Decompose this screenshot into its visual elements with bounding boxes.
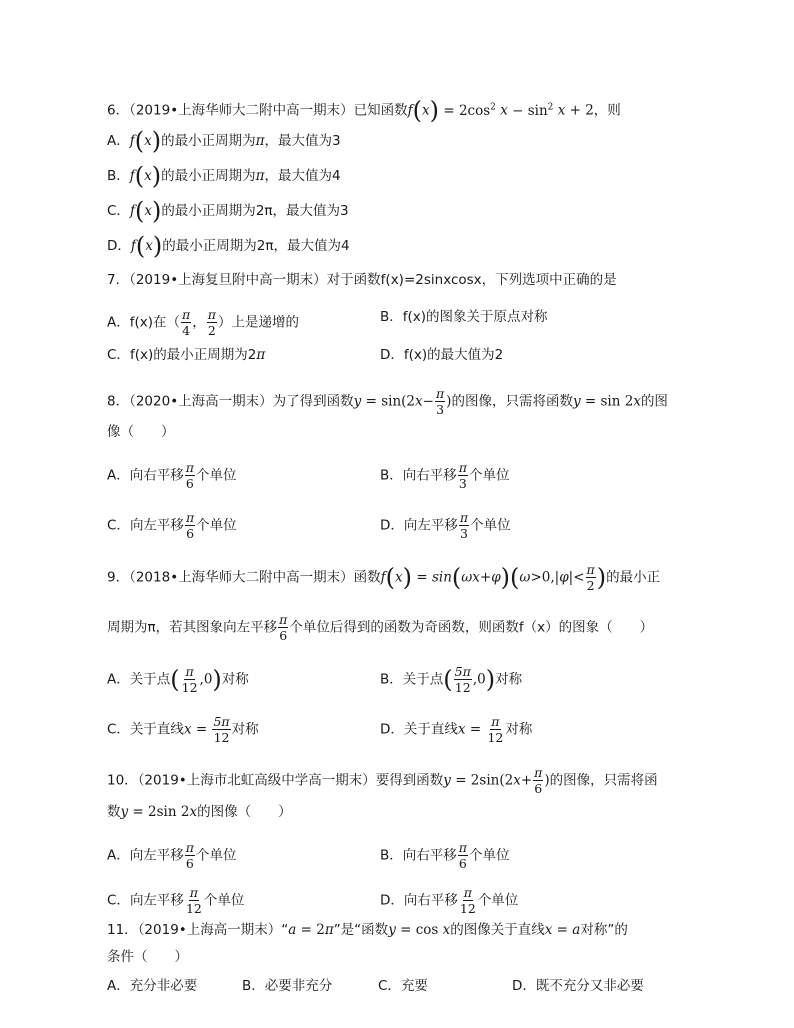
question-10-option-b[interactable]: B．向右平移 $\frac{\pi}{6}$ 个单位 xyxy=(380,840,510,871)
question-10-stem-line2: 数y = 2sin 2x的图像（ ） xyxy=(107,804,292,820)
fraction: $\frac{\pi}{2}$ xyxy=(207,307,216,338)
question-11-stem: 11．（2019•上海高一期末）“a = 2π”是“函数y = cos x的图像关于直线x = a对称”的 xyxy=(107,922,628,938)
question-9-option-b[interactable]: B．关于点( $\frac{5\pi}{12}$ ,0)对称 xyxy=(380,664,523,695)
question-8-option-d[interactable]: D．向左平移 $\frac{\pi}{3}$ 个单位 xyxy=(380,510,511,541)
question-10-option-a[interactable]: A．向左平移 $\frac{\pi}{6}$ 个单位 xyxy=(107,840,237,871)
question-10-option-c[interactable]: C．向左平移 $\frac{\pi}{12}$ 个单位 xyxy=(107,885,245,916)
question-8-stem: 8．（2020•上海高一期末）为了得到函数y = sin(2x− $\frac{\pi}{3}$ )的图像，只需将函数y = sin 2x的图 xyxy=(107,386,668,417)
question-11-stem-line2: 条件（ ） xyxy=(107,949,188,965)
question-11-option-d[interactable]: D．既不充分又非必要 xyxy=(512,978,644,994)
question-9-stem-line2: 周期为π，若其图象向左平移 $\frac{\pi}{6}$ 个单位后得到的函数为奇函数，则函数f（x）的图象（ ） xyxy=(107,612,654,643)
question-source: （2019•上海华师大二附中高一期末） xyxy=(129,102,354,119)
question-7-option-b[interactable]: B．f(x)的图象关于原点对称 xyxy=(380,309,548,325)
question-10-option-d[interactable]: D．向右平移 $\frac{\pi}{12}$ 个单位 xyxy=(380,885,519,916)
question-9-option-a[interactable]: A．关于点( $\frac{\pi}{12}$ ,0)对称 xyxy=(107,664,249,695)
question-8-option-c[interactable]: C．向左平移 $\frac{\pi}{6}$ 个单位 xyxy=(107,510,237,541)
question-9-stem: 9．（2018•上海华师大二附中高一期末）函数f(x) = sin(ωx+φ)(ω>0,|φ|< $\frac{\pi}{2}$ )的最小正 xyxy=(107,562,661,593)
question-8-option-a[interactable]: A．向右平移 $\frac{\pi}{6}$ 个单位 xyxy=(107,460,237,491)
question-11-option-b[interactable]: B．必要非充分 xyxy=(242,978,333,994)
question-7-option-c[interactable]: C．f(x)的最小正周期为2π xyxy=(107,347,266,363)
question-6-option-d[interactable]: D．f(x)的最小正周期为2π，最大值为4 xyxy=(107,232,350,260)
question-6-stem: 6．（2019•上海华师大二附中高一期末）已知函数$f(x) = 2\cos^2$ $x - \sin^2 x + 2$，则 xyxy=(107,96,621,125)
question-6-option-a[interactable]: A．f(x)的最小正周期为π，最大值为3 xyxy=(107,127,341,155)
question-9-option-c[interactable]: C．关于直线x = $\frac{5\pi}{12}$ 对称 xyxy=(107,714,259,745)
question-11-option-a[interactable]: A．充分非必要 xyxy=(107,978,198,994)
question-11-option-c[interactable]: C．充要 xyxy=(378,978,428,994)
question-10-stem: 10．（2019•上海市北虹高级中学高一期末）要得到函数y = 2sin(2x+ $\frac{\pi}{6}$ )的图像，只需将函 xyxy=(107,765,658,796)
question-7-option-a[interactable]: A．f(x)在（ $\frac{\pi}{4}$ ， $\frac{\pi}{2}$ ）上是递增的 xyxy=(107,307,299,338)
question-7-option-d[interactable]: D．f(x)的最大值为2 xyxy=(380,347,504,363)
question-8-option-b[interactable]: B．向右平移 $\frac{\pi}{3}$ 个单位 xyxy=(380,460,510,491)
question-number: 6． xyxy=(107,102,130,119)
fraction: $\frac{\pi}{4}$ xyxy=(182,307,191,338)
question-7-stem: 7．（2019•上海复旦附中高一期末）对于函数f(x)=2sinxcosx，下列选项中正确的是 xyxy=(107,272,617,288)
question-8-stem-line2: 像（ ） xyxy=(107,424,175,440)
math-expression: f xyxy=(407,102,413,119)
question-6-option-c[interactable]: C．f(x)的最小正周期为2π，最大值为3 xyxy=(107,197,349,225)
question-9-option-d[interactable]: D．关于直线x = $\frac{\pi}{12}$ 对称 xyxy=(380,714,533,745)
question-6-option-b[interactable]: B．f(x)的最小正周期为π，最大值为4 xyxy=(107,162,341,190)
